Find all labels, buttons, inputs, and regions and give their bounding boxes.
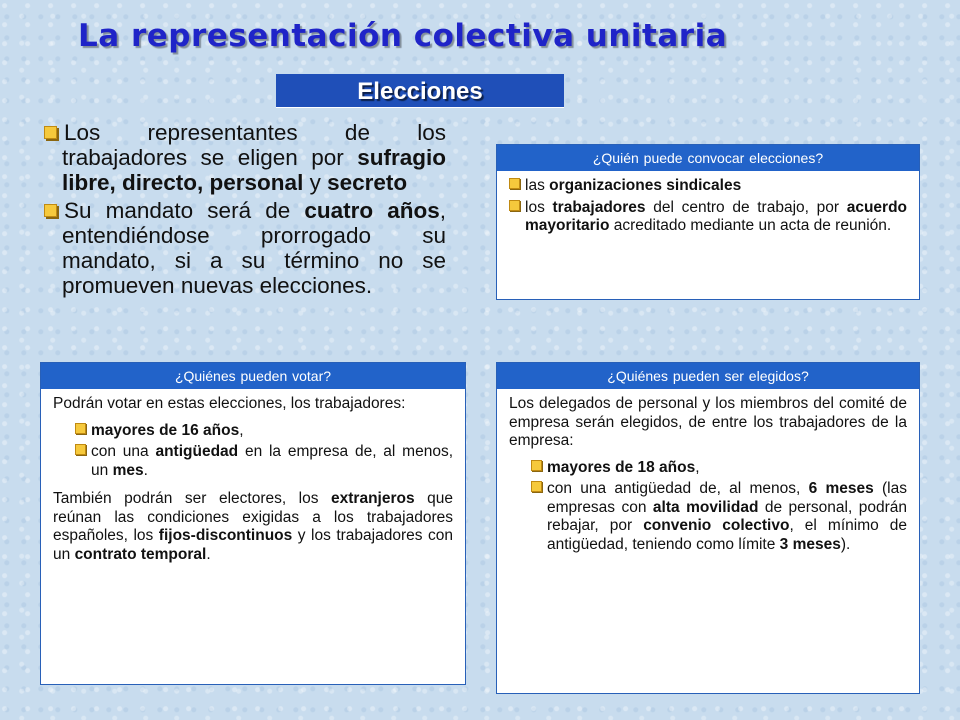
text: y (303, 170, 328, 195)
text: y los trabajadores con un (53, 527, 453, 563)
square-bullet-icon (75, 423, 86, 434)
square-bullet-icon (44, 126, 57, 139)
panel-elegidos-intro: Los delegados de personal y los miembros del comité de empresa serán elegidos, de entre los trabajadores de la empresa: (509, 395, 907, 449)
bold-text: cuatro años (304, 198, 440, 223)
panel-votar-outro (53, 490, 453, 564)
text: (las empresas con (547, 480, 907, 516)
bold-text: extranjeros (331, 490, 415, 507)
bold-text: organizaciones sindicales (549, 177, 742, 194)
text: , el mínimo de antigüedad, teniendo como límite (547, 517, 908, 553)
text: ). (840, 535, 851, 553)
list-item (44, 120, 446, 195)
panel-convocar (496, 144, 920, 300)
text: acreditado mediante un acta de reunión. (609, 217, 892, 234)
text: del centro de trabajo, por (645, 198, 847, 216)
list-item (75, 443, 453, 480)
panel-votar (40, 362, 466, 685)
bold-text: mes (112, 461, 144, 479)
text: . (143, 461, 148, 479)
text: , (695, 458, 700, 476)
panel-votar-list (75, 422, 453, 481)
panel-elegidos-header: ¿Quiénes pueden ser elegidos? (497, 363, 919, 389)
bold-text: antigüedad (155, 443, 239, 460)
text: . (206, 545, 211, 563)
text: También podrán ser electores, los (53, 490, 332, 507)
list-item (509, 199, 907, 236)
square-bullet-icon (509, 200, 520, 211)
bold-text: contrato temporal (74, 545, 207, 563)
list-item (509, 177, 907, 196)
panel-convocar-header: ¿Quién puede convocar elecciones? (497, 145, 919, 171)
panel-votar-intro: Podrán votar en estas elecciones, los trabajadores: (53, 395, 406, 412)
text: en la empresa de, al menos, un (91, 443, 454, 479)
square-bullet-icon (75, 444, 86, 455)
bold-text: alta movilidad (652, 498, 759, 516)
main-bullet-list (44, 120, 446, 301)
bold-text: 3 meses (779, 535, 841, 553)
bold-text: mayores de 18 años (547, 458, 696, 476)
bold-text: fijos-discontinuos (158, 527, 293, 544)
text: Su mandato será de (64, 198, 305, 223)
panel-elegidos-list (531, 459, 907, 555)
square-bullet-icon (531, 460, 542, 471)
page-title: La representación colectiva unitaria (78, 18, 728, 54)
text: las (525, 177, 550, 194)
bold-text: secreto (327, 170, 408, 195)
section-banner: Elecciones (276, 74, 564, 108)
bold-text: convenio colectivo (643, 517, 790, 534)
panel-votar-header: ¿Quiénes pueden votar? (41, 363, 465, 389)
bold-text: mayores de 16 años (91, 421, 240, 439)
text: con una (91, 443, 156, 460)
list-item (44, 198, 446, 298)
text: los (525, 198, 553, 216)
bold-text: sufragio libre, directo, personal (62, 145, 446, 195)
text: con una antigüedad de, al menos, (547, 480, 809, 497)
square-bullet-icon (44, 204, 57, 217)
panel-elegidos (496, 362, 920, 694)
square-bullet-icon (509, 178, 520, 189)
list-item (531, 480, 907, 554)
square-bullet-icon (531, 481, 542, 492)
bold-text: 6 meses (808, 480, 874, 497)
text: , entendiéndose prorrogado su mandato, si a su término no se promueven nuevas elecciones. (62, 198, 447, 298)
text: que reúnan las condiciones exigidas a los trabajadores españoles, los (53, 490, 453, 544)
bold-text: trabajadores (552, 198, 646, 216)
text: , (239, 421, 244, 439)
list-item (75, 422, 453, 441)
bold-text: acuerdo mayoritario (525, 198, 908, 234)
list-item (531, 459, 907, 478)
text: Los representantes de los trabajadores se eligen por (62, 120, 446, 170)
text: de personal, podrán rebajar, por (547, 498, 907, 534)
panel-convocar-list (509, 177, 907, 236)
